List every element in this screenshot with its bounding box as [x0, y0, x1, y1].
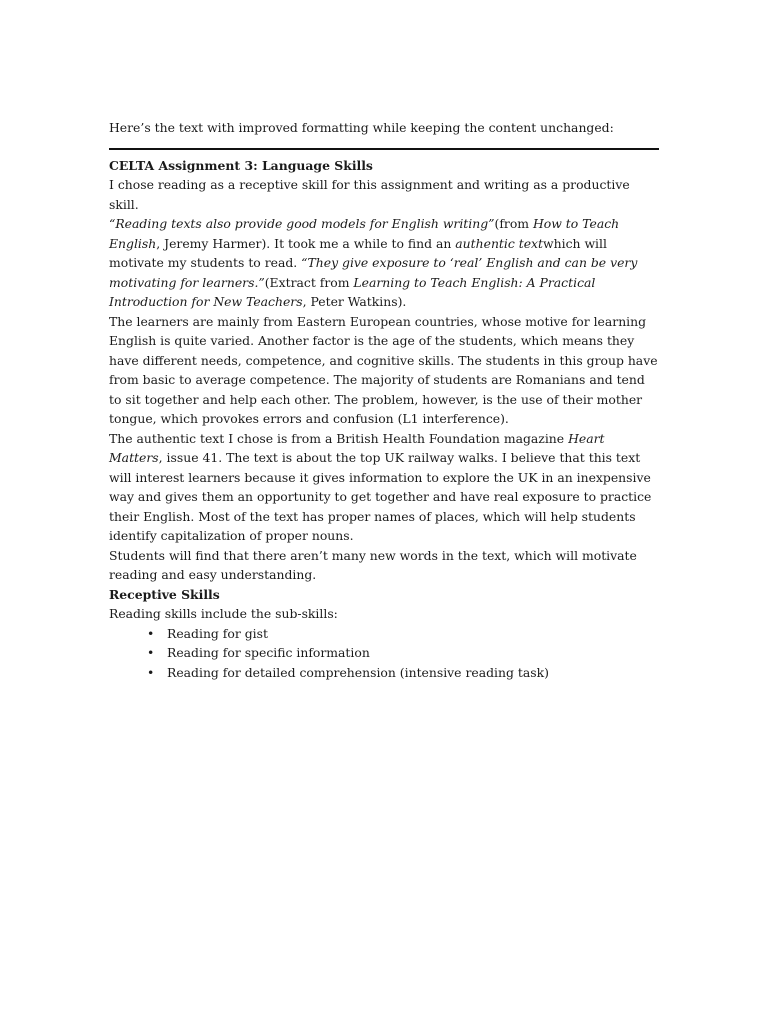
- horizontal-rule: [109, 148, 659, 150]
- text-fragment: (Extract from: [264, 274, 354, 290]
- book-title-watkins: Learning to Teach English: A Practical Introduction for New Teachers: [109, 274, 596, 310]
- bullet-icon: •: [147, 645, 155, 661]
- list-item-text: Reading for detailed comprehension (intensive reading task): [167, 664, 549, 680]
- text-fragment: , Peter Watkins).: [302, 294, 407, 310]
- book-title-harmer: How to Teach English: [109, 216, 620, 251]
- subskills-intro: Reading skills include the sub-skills:: [109, 606, 338, 622]
- text-fragment: , Jeremy Harmer). It took me a while to find an: [156, 235, 456, 251]
- list-item-text: Reading for specific information: [167, 645, 370, 661]
- text-fragment: , issue 41. The text is about the top UK railway walks. I believe that this text will interest learners because it gives information to explore the UK in an inexpensive way and gives them an opportunity to get together and have real exposure to practice their English. Most of the text has proper names of places, which will help students identify capitalization of proper nouns.: [109, 450, 652, 544]
- list-item: [109, 663, 659, 683]
- bullet-icon: •: [147, 625, 155, 641]
- subskills-list: [109, 624, 659, 683]
- list-item: [109, 643, 659, 663]
- document-title: CELTA Assignment 3: Language Skills: [109, 157, 373, 173]
- text-fragment: which will motivate my students to read.: [109, 235, 607, 271]
- text-fragment: (from: [494, 216, 533, 232]
- section-heading-receptive-skills: Receptive Skills: [109, 586, 220, 602]
- quote-watkins: “They give exposure to ‘real’ English and can be very motivating for learners.”: [109, 255, 638, 290]
- paragraph-learners: The learners are mainly from Eastern European countries, whose motive for learning English is quite varied. Another factor is the age of the students, which means they have different needs, competence, and cognitive skills. The students in this group have from basic to average competence. The majority of students are Romanians and tend to sit together and help each other. The problem, however, is the use of their mother tongue, which provokes errors and confusion (L1 interference).: [109, 313, 658, 427]
- paragraph-vocabulary: Students will find that there aren’t many new words in the text, which will motivate reading and easy understanding.: [109, 547, 637, 583]
- bullet-icon: •: [147, 664, 155, 680]
- list-item-text: Reading for gist: [167, 625, 268, 641]
- quote-harmer: “Reading texts also provide good models for English writing”: [109, 216, 495, 232]
- intro-line: Here’s the text with improved formatting while keeping the content unchanged:: [109, 120, 614, 135]
- magazine-title: Heart Matters: [109, 430, 605, 466]
- paragraph-quotes: [109, 214, 659, 312]
- paragraph-authentic-text: [109, 429, 659, 546]
- document-page: [109, 118, 659, 682]
- list-item: [109, 624, 659, 644]
- paragraph-skills-choice: I chose reading as a receptive skill for this assignment and writing as a productive skill.: [109, 177, 630, 212]
- text-fragment: The authentic text I chose is from a British Health Foundation magazine: [109, 430, 569, 446]
- authentic-text-term: authentic text: [455, 235, 544, 251]
